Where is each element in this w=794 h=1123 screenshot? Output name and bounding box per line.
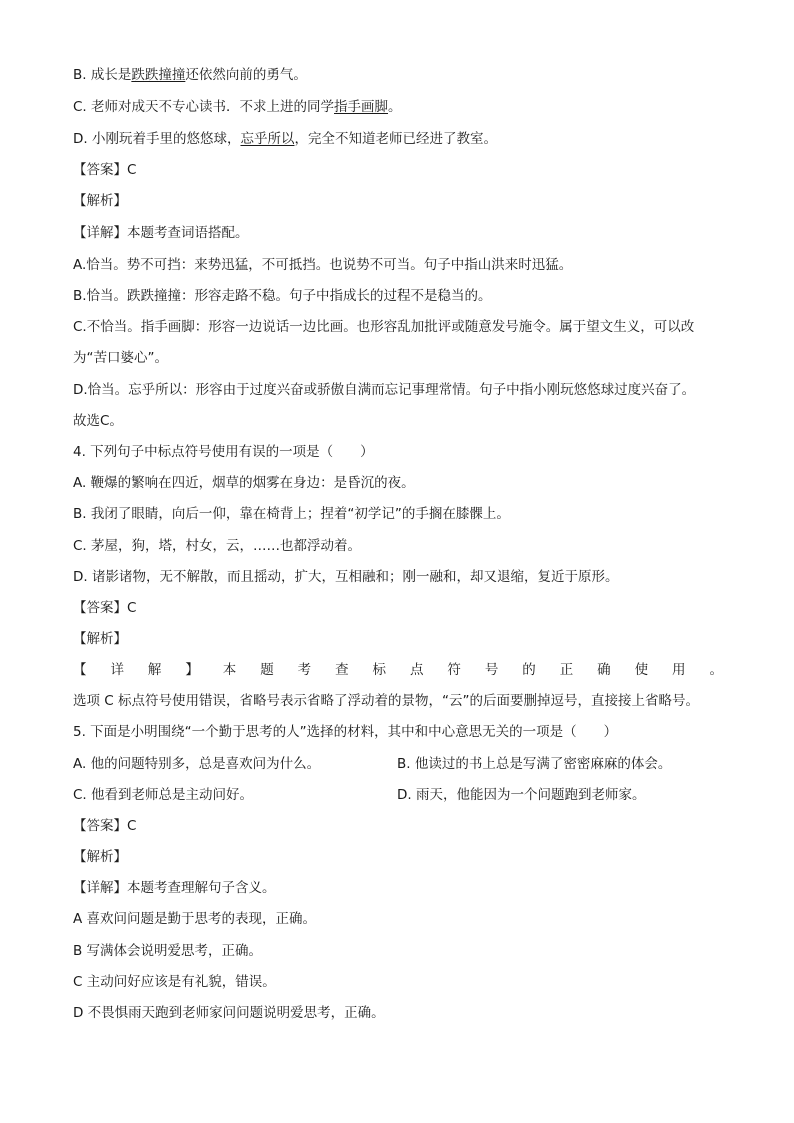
q4-option-c: C. 茅屋，狗，塔，村女，云，……也都浮动着。: [73, 538, 362, 554]
q4-option-b: B. 我闭了眼睛，向后一仰，靠在椅背上；捏着“初学记”的手搁在膝髁上。: [73, 506, 510, 522]
q3-explain-b: B.恰当。跌跌撞撞：形容走路不稳。句子中指成长的过程不是稳当的。: [73, 288, 492, 304]
q4-detail-char: 用: [672, 662, 686, 678]
q3-option-c-underlined: 指手画脚: [334, 99, 389, 115]
q4-detail-char: 号: [484, 662, 499, 678]
q3-option-c: [73, 98, 402, 116]
q5-explain-c: C 主动问好应该是有礼貌，错误。: [73, 974, 276, 990]
q3-option-b-underlined: 跌跌撞撞: [131, 67, 186, 83]
q3-conclusion: 故选C。: [73, 413, 123, 429]
q4-detail-char: 本: [222, 662, 237, 678]
q4-detail-char: 。: [709, 662, 723, 678]
q4-detail-char: 查: [335, 662, 349, 678]
q5-explain-d: D 不畏惧雨天跑到老师家问问题说明爱思考，正确。: [73, 1005, 385, 1021]
q4-detail-char: 解: [147, 662, 162, 678]
q4-answer: 【答案】C: [73, 600, 137, 616]
q3-explain-c-line2: 为“苦口婆心”。: [73, 350, 168, 366]
q4-detail-char: 正: [559, 662, 574, 678]
q3-answer: 【答案】C: [73, 162, 137, 178]
q3-option-d: [73, 130, 497, 148]
q3-explain-c-line1: C.不恰当。指手画脚：形容一边说话一边比画。也形容乱加批评或随意发号施令。属于望文生义，可以改: [73, 319, 695, 335]
q4-detail-char: 】: [185, 662, 199, 678]
q4-detail-justified: [73, 661, 723, 679]
q5-detail: 【详解】本题考查理解句子含义。: [73, 880, 276, 896]
q4-detail-char: 的: [522, 662, 536, 678]
q4-detail-char: 标: [372, 662, 386, 678]
q4-detail-char: 详: [110, 662, 124, 678]
q5-option-b: B. 他读过的书上总是写满了密密麻麻的体会。: [397, 756, 672, 772]
q3-detail: 【详解】本题考查词语搭配。: [73, 225, 249, 241]
q4-detail-char: 符: [447, 662, 461, 678]
q3-option-d-prefix: D. 小刚玩着手里的悠悠球，: [73, 131, 241, 147]
q4-detail-char: 题: [260, 662, 274, 678]
q4-detail-char: 确: [597, 662, 611, 678]
q4-detail-char: 点: [409, 662, 424, 678]
q4-explanation: 选项 C 标点符号使用错误，省略号表示省略了浮动着的景物，“云”的后面要删掉逗号，直接接上省略号。: [73, 693, 699, 709]
q5-option-a: A. 他的问题特别多，总是喜欢问为什么。: [73, 756, 321, 772]
q5-options-row-1: [73, 755, 723, 773]
q4-detail-char: 考: [297, 662, 312, 678]
q3-option-c-prefix: C. 老师对成天不专心读书．不求上进的同学: [73, 99, 335, 115]
q5-analysis-heading: 【解析】: [73, 849, 127, 865]
q3-option-b: [73, 66, 307, 84]
q3-option-c-suffix: 。: [388, 99, 402, 115]
q3-analysis-heading: 【解析】: [73, 193, 127, 209]
q5-answer: 【答案】C: [73, 818, 137, 834]
q4-analysis-heading: 【解析】: [73, 631, 127, 647]
q5-option-c: C. 他看到老师总是主动问好。: [73, 787, 254, 803]
q3-explain-d: D.恰当。忘乎所以：形容由于过度兴奋或骄傲自满而忘记事理常情。句子中指小刚玩悠悠球过度兴奋了。: [73, 382, 696, 398]
q4-detail-char: 使: [634, 662, 649, 678]
q5-stem: 5. 下面是小明围绕“一个勤于思考的人”选择的材料，其中和中心意思无关的一项是（ ）: [73, 724, 618, 740]
q4-detail-char: 【: [73, 662, 87, 678]
q3-option-b-prefix: B. 成长是: [73, 67, 132, 83]
q5-explain-a: A 喜欢问问题是勤于思考的表现，正确。: [73, 911, 317, 927]
q5-options-row-2: [73, 786, 723, 804]
q5-option-d: D. 雨天，他能因为一个问题跑到老师家。: [397, 787, 646, 803]
q3-option-d-suffix: ，完全不知道老师已经进了教室。: [294, 131, 497, 147]
q3-explain-a: A.恰当。势不可挡：来势迅猛，不可抵挡。也说势不可当。句子中指山洪来时迅猛。: [73, 257, 573, 273]
q4-stem: 4. 下列句子中标点符号使用有误的一项是（ ）: [73, 444, 374, 460]
q3-option-b-suffix: 还依然向前的勇气。: [185, 67, 307, 83]
q3-option-d-underlined: 忘乎所以: [240, 131, 295, 147]
q4-option-d: D. 诸影诸物，无不解散，而且摇动，扩大，互相融和；刚一融和，却又退缩，复近于原形。: [73, 569, 619, 585]
q4-option-a: A. 鞭爆的繁响在四近，烟草的烟雾在身边：是昏沉的夜。: [73, 475, 415, 491]
q5-explain-b: B 写满体会说明爱思考，正确。: [73, 943, 263, 959]
